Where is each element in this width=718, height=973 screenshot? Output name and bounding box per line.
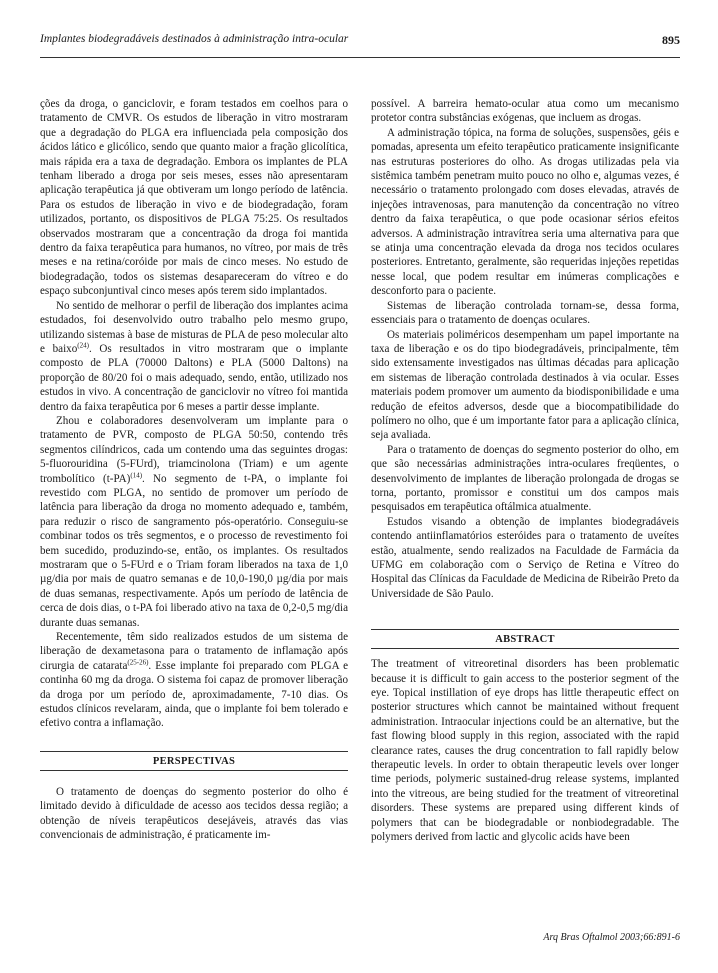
section-heading-perspectivas: PERSPECTIVAS	[40, 751, 348, 771]
journal-citation: Arq Bras Oftalmol 2003;66:891-6	[543, 932, 680, 943]
paragraph: Para o tratamento de doenças do segmento posterior do olho, em que são necessárias administrações intra-oculares freqüentes, o desenvolvimento de implantes de liberação prolongada de drogas se torna, portanto, promissor e constitui um dos campos mais pesquisados em terapêutica oftálmica atualmente.	[371, 443, 679, 514]
citation-ref: (14)	[130, 470, 143, 479]
page-header	[40, 33, 680, 53]
paragraph	[40, 414, 348, 630]
paragraph	[40, 630, 348, 731]
paragraph: O tratamento de doenças do segmento posterior do olho é limitado devido à dificuldade de acesso aos tecidos dessa região; a obtenção de níveis terapêuticos desejáveis, através das vias convencionais de administração, é praticamente im-	[40, 785, 348, 842]
paragraph-text: . No segmento de t-PA, o implante foi revestido com PLGA, no sentido de promover um período de latência para liberação da droga no momento adequado e, também, para reduzir o risco de sangramento pós-operatório. Conseguiu-se combinar todos os três segmentos, e o processo de revestimento foi bem sucedido, produzindo-se, então, os implantes. Os resultados mostraram que o 5-FUrd e o Triam foram liberados na taxa de 1,0 µg/dia por mais de quatro semanas e de 10,0-190,0 µg/dia por mais de duas semanas, respectivamente. Após um período de latência de cerca de dois dias, o t-PA foi liberado ativo na taxa de 0,2-0,5 mg/dia durante duas semanas.	[40, 472, 348, 629]
paragraph-text: Zhou e colaboradores desenvolveram um implante para o tratamento de PVR, composto de PLGA 50:50, contendo três segmentos cilíndricos, cada um contendo uma das seguintes drogas: 5-fluorouridina (5-FUrd), triamcinolona (Triam) e um agente trombolítico (t-PA)	[40, 414, 348, 485]
paragraph-text: . Esse implante foi preparado com PLGA e continha 60 mg da droga. O sistema foi capaz de promover liberação da droga por um período de, aproximadamente, 7-10 dias. Os estudos clínicos revelaram, ainda, que o implante foi bem tolerado e efetivo contra a inflamação.	[40, 659, 348, 730]
paragraph-text: . Os resultados in vitro mostraram que o implante composto de PLA (70000 Daltons) e PLA (5000 Daltons) na proporção de 80/20 foi o mais adequado, sendo, então, utilizado nos estudos in vivo. A concentração de ganciclovir no vítreo foi mantida dentro da faixa terapêutica por 6 meses a partir desse implante.	[40, 342, 348, 413]
citation-ref: (24)	[77, 341, 89, 350]
right-column	[371, 97, 679, 845]
paragraph: Sistemas de liberação controlada tornam-se, dessa forma, essenciais para o tratamento de doenças oculares.	[371, 299, 679, 327]
paragraph: Os materiais poliméricos desempenham um papel importante na taxa de liberação e os do tipo biodegradáveis, principalmente, têm sido extensamente investigados nas últimas décadas para aplicação em sistemas de liberação controlada destinados à via ocular. Esses materiais podem promover um aumento da biodisponibilidade e uma redução de efeitos adversos, desde que a biocompatibilidade do polímero no olho, que é um importante fator para a aplicação clínica, seja avaliada.	[371, 328, 679, 442]
paragraph: Estudos visando a obtenção de implantes biodegradáveis contendo antiinflamatórios esteróides para o tratamento de uveítes estão, atualmente, sendo realizados na Faculdade de Farmácia da UFMG em colaboração com o Serviço de Retina e Vítreo do Hospital das Clínicas da Faculdade de Medicina de Ribeirão Preto da Universidade de São Paulo.	[371, 515, 679, 600]
page-number: 895	[662, 33, 680, 47]
paragraph	[40, 299, 348, 414]
paragraph-text: No sentido de melhorar o perfil de liberação dos implantes acima estudados, foi desenvolvido outro trabalho pelo mesmo grupo, utilizando sistemas à base de misturas de PLA de peso molecular alto e baixo	[40, 299, 348, 355]
paragraph: A administração tópica, na forma de soluções, suspensões, géis e pomadas, apresenta um efeito terapêutico praticamente insignificante nas estruturas posteriores do olho. As drogas utilizadas pela via sistêmica também penetram muito pouco no olho e, algumas vezes, é necessário o tratamento prolongado com doses elevadas, através de injeções intravenosas, para manutenção da concentração no vítreo dentro da faixa terapêutica, o que pode ocasionar sérios efeitos adversos. A administração intravítrea seria uma alternativa para que se atinja uma concentração elevada da droga nos tecidos oculares posteriores. Entretanto, geralmente, são requeridas injeções repetidas nesse local, que podem resultar em inúmeras complicações e desconforto para o paciente.	[371, 126, 679, 298]
paragraph: possível. A barreira hemato-ocular atua como um mecanismo protetor contra substâncias exógenas, que incluem as drogas.	[371, 98, 679, 125]
abstract-text: The treatment of vitreoretinal disorders has been problematic because it is difficult to gain access to the posterior segment of the eye. Topical instillation of eye drops has little therapeutic effect on posterior structures which cannot be maintained without frequent administration. Intraocular injections could be an alternative, but the fast flowing blood supply in this region, associated with the rapid clearance rates, causes the drug concentration to fall rapidly below therapeutic levels. In order to obtain therapeutic levels over longer time periods, polymeric sustained-drug release systems, implanted into the vitreous, are being studied for the treatment of vitreoretinal disorders. These systems are prepared using different kinds of polymers that can be biodegradable or nonbiodegradable. The polymers derived from lactic and glycolic acids have been	[371, 658, 679, 844]
left-column	[40, 97, 348, 843]
citation-ref: (25-26)	[127, 658, 149, 667]
running-title: Implantes biodegradáveis destinados à administração intra-ocular	[40, 33, 349, 45]
section-heading-abstract: ABSTRACT	[371, 629, 679, 649]
paragraph-text: Recentemente, têm sido realizados estudos de um sistema de liberação de dexametasona para o tratamento de inflamação após cirurgia de catarata	[40, 631, 348, 672]
paragraph: ções da droga, o ganciclovir, e foram testados em coelhos para o tratamento de CMVR. Os estudos de liberação in vitro mostraram que a degradação do PLGA era influenciada pela composição dos ácidos lático e glicólico, sendo que quanto maior a fração glicolítica, mais rápida era a taxa de degradação. Embora os implantes de PLA tenham liberado a droga por seis meses, esses não apresentaram aplicação terapêutica já que obtiveram um longo período de latência. Para os estudos de liberação in vivo e de biodegradação, foram utilizados, portanto, os dispositivos de PLGA 75:25. Os resultados observados mostraram que a concentração da droga foi mantida dentro da faixa terapêutica para humanos, no vítreo, por mais de três meses e na retina/coróide por mais de cinco meses. No estudo de biodegradação, todos os sistemas desapareceram do vítreo e do espaço subconjuntival cinco meses após terem sido implantados.	[40, 98, 348, 298]
header-rule	[40, 57, 680, 58]
